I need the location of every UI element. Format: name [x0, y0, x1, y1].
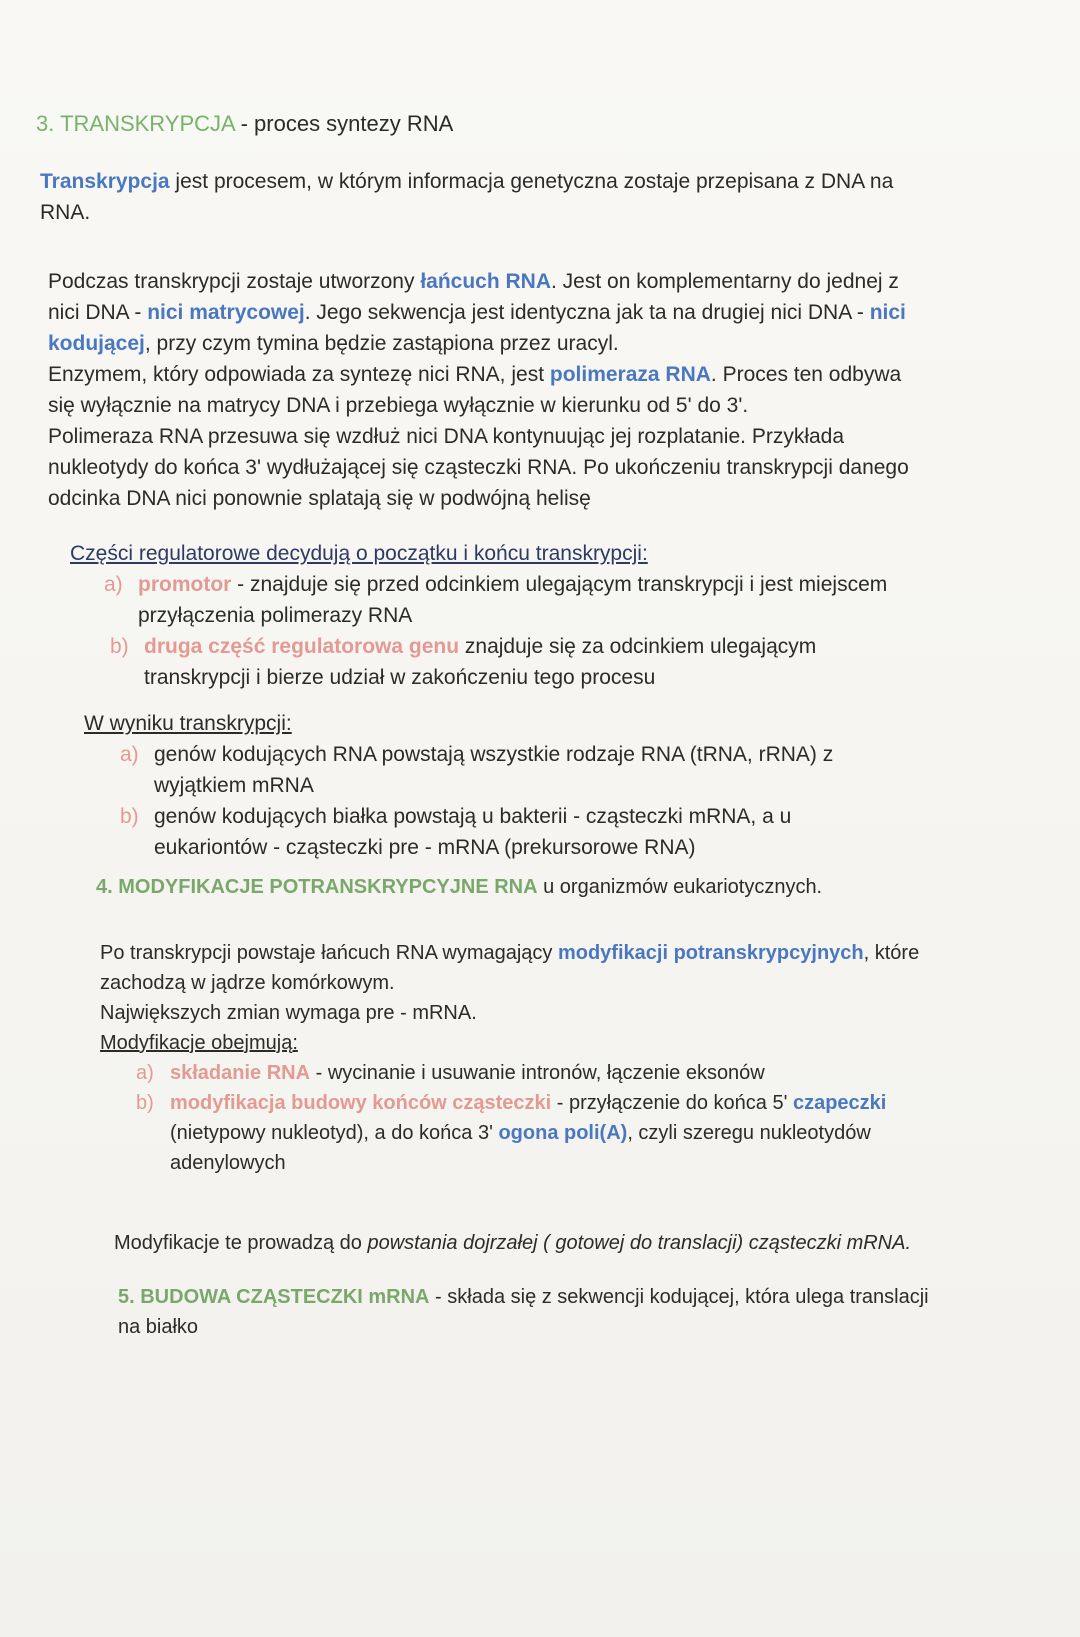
- list-item: [110, 631, 920, 693]
- text-run: - znajduje się przed odcinkiem ulegającym transkrypcji i jest miejscem przyłączenia polimerazy RNA: [138, 573, 888, 627]
- list-marker: b): [136, 1092, 154, 1114]
- text-run: Enzymem, który odpowiada za syntezę nici RNA, jest: [48, 363, 550, 386]
- section-5-title: 5. BUDOWA CZĄSTECZKI mRNA: [118, 1286, 430, 1308]
- result-heading: W wyniku transkrypcji:: [84, 712, 292, 735]
- text-run: . Jego sekwencja jest identyczna jak ta na drugiej nici DNA -: [304, 301, 870, 324]
- list-item: [104, 569, 920, 631]
- highlight-rna-chain: łańcuch RNA: [420, 270, 552, 293]
- highlight-template-strand: nici matrycowej: [147, 301, 305, 324]
- highlight-end-modification: modyfikacja budowy końców cząsteczki: [170, 1092, 552, 1114]
- section-3-title: TRANSKRYPCJA: [60, 111, 235, 136]
- highlight-coding-strand: nici kodującej: [48, 301, 906, 355]
- list-item-text: [144, 631, 914, 693]
- list-item: [136, 1058, 930, 1088]
- definition-text: jest procesem, w którym informacja genetyczna zostaje przepisana z DNA na RNA.: [40, 170, 894, 224]
- list-item-text: genów kodujących białka powstają u bakterii - cząsteczki mRNA, a u eukariontów - cząsteczki pre - mRNA (prekursorowe RNA): [154, 805, 792, 859]
- transcription-text-3: Polimeraza RNA przesuwa się wzdłuż nici DNA kontynuując jej rozplatanie. Przykłada nukleotydy do końca 3' wydłużającej się cząsteczki RNA. Po ukończeniu transkrypcji danego odcinka DNA nici ponownie splatają się w podwójną helisę: [48, 425, 909, 510]
- list-item-text: [170, 1088, 910, 1178]
- text-run: Po transkrypcji powstaje łańcuch RNA wymagający: [100, 942, 558, 964]
- text-run: . Proces ten odbywa się wyłącznie na matrycy DNA i przebiega wyłącznie w kierunku od 5' do 3'.: [48, 363, 902, 417]
- highlight-promoter: promotor: [138, 573, 232, 596]
- modification-text-2: Największych zmian wymaga pre - mRNA.: [100, 1002, 477, 1024]
- list-marker: b): [120, 805, 139, 828]
- highlight-regulatory-part: druga część regulatorowa genu: [144, 635, 460, 658]
- list-marker: a): [120, 743, 139, 766]
- highlight-rna-polymerase: polimeraza RNA: [549, 363, 711, 386]
- text-run: . Jest on komplementarny do jednej z nici DNA -: [48, 270, 899, 324]
- list-item: [120, 739, 924, 801]
- section-4-subtitle: u organizmów eukariotycznych.: [537, 876, 823, 898]
- text-run: (nietypowy nukleotyd), a do końca 3': [170, 1122, 499, 1144]
- text-run: , czyli szeregu nukleotydów adenylowych: [170, 1122, 871, 1174]
- section-3-heading: [36, 108, 936, 139]
- section-3-number: 3.: [36, 111, 61, 136]
- highlight-posttranscriptional: modyfikacji potranskrypcyjnych: [557, 942, 864, 964]
- definition-paragraph: [40, 166, 920, 228]
- section-3-subtitle: - proces syntezy RNA: [234, 111, 454, 136]
- list-item-text: [170, 1058, 910, 1088]
- transcription-text-1: [48, 266, 918, 359]
- section-5-heading: [118, 1282, 938, 1342]
- section-4-heading: [96, 872, 936, 903]
- section-4-title: 4. MODYFIKACJE POTRANSKRYPCYJNE RNA: [96, 876, 538, 898]
- text-run: Modyfikacje te prowadzą do: [114, 1232, 368, 1254]
- list-marker: a): [136, 1062, 154, 1084]
- list-marker: a): [104, 573, 123, 596]
- highlight-cap: czapeczki: [792, 1092, 887, 1114]
- transcription-paragraph: [48, 266, 918, 514]
- highlight-polya-tail: ogona poli(A): [498, 1122, 628, 1144]
- text-run: - przyłączenie do końca 5': [551, 1092, 793, 1114]
- text-run: znajduje się za odcinkiem ulegającym transkrypcji i bierze udział w zakończeniu tego procesu: [144, 635, 817, 689]
- modification-paragraph: [100, 938, 930, 1178]
- text-run: - wycinanie i usuwanie intronów, łączenie eksonów: [310, 1062, 765, 1084]
- transcription-result-section: [84, 708, 924, 863]
- regulatory-parts-section: [70, 538, 920, 693]
- regulatory-heading: Części regulatorowe decydują o początku i końcu transkrypcji:: [70, 542, 648, 565]
- transcription-text-2: [48, 359, 918, 421]
- italic-text: powstania dojrzałej ( gotowej do translacji) cząsteczki mRNA.: [367, 1232, 912, 1254]
- section-5-text: - składa się z sekwencji kodującej, która ulega translacji na białko: [118, 1286, 929, 1338]
- list-item-text: [138, 569, 908, 631]
- definition-term: Transkrypcja: [40, 170, 170, 193]
- text-run: , przy czym tymina będzie zastąpiona przez uracyl.: [144, 332, 619, 355]
- list-marker: b): [110, 635, 129, 658]
- list-item-text: genów kodujących RNA powstają wszystkie rodzaje RNA (tRNA, rRNA) z wyjątkiem mRNA: [154, 743, 834, 797]
- modification-text-1: [100, 938, 930, 998]
- text-run: Podczas transkrypcji zostaje utworzony: [48, 270, 421, 293]
- modifications-heading: Modyfikacje obejmują:: [100, 1032, 298, 1054]
- list-item: [120, 801, 924, 863]
- summary-paragraph: [114, 1228, 954, 1259]
- list-item: [136, 1088, 930, 1178]
- highlight-rna-splicing: składanie RNA: [170, 1062, 311, 1084]
- text-run: , które zachodzą w jądrze komórkowym.: [100, 942, 920, 994]
